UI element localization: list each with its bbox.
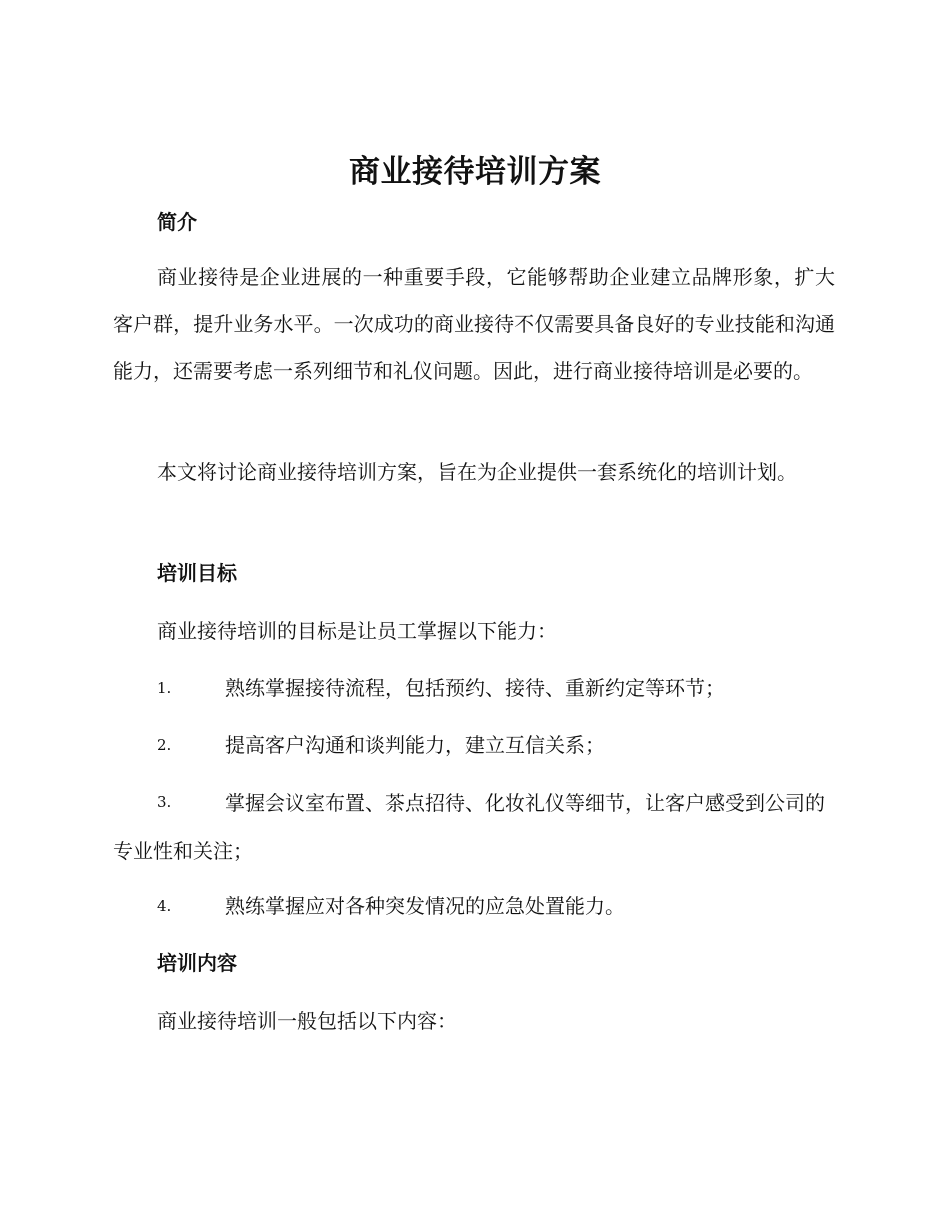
section-heading-intro: 简介 (157, 210, 197, 234)
goals-lead-text: 商业接待培训的目标是让员工掌握以下能力： (157, 619, 557, 643)
list-item (113, 660, 835, 717)
list-item-text: 掌握会议室布置、茶点招待、化妆礼仪等细节，让客户感受到公司的专业性和关注； (113, 791, 825, 863)
list-item (113, 878, 835, 935)
list-item (113, 717, 835, 774)
list-item-text: 熟练掌握接待流程，包括预约、接待、重新约定等环节； (225, 676, 725, 700)
list-item-number: 4. (157, 897, 172, 915)
list-item-text: 熟练掌握应对各种突发情况的应急处置能力。 (225, 894, 625, 918)
document-title: 商业接待培训方案 (349, 154, 601, 190)
section-heading-goals: 培训目标 (157, 561, 237, 585)
section-heading-content: 培训内容 (157, 951, 237, 975)
list-item-number: 2. (157, 736, 172, 754)
intro-paragraph-1: 商业接待是企业进展的一种重要手段，它能够帮助企业建立品牌形象，扩大客户群，提升业务水平。一次成功的商业接待不仅需要具备良好的专业技能和沟通能力，还需要考虑一系列细节和礼仪问题。因此，进行商业接待培训是必要的。 (113, 265, 835, 383)
list-item (113, 774, 835, 875)
list-item-text: 提高客户沟通和谈判能力，建立互信关系； (225, 733, 605, 757)
content-lead-text: 商业接待培训一般包括以下内容： (157, 1009, 457, 1033)
list-item-number: 1. (157, 679, 172, 697)
intro-paragraph-2: 本文将讨论商业接待培训方案，旨在为企业提供一套系统化的培训计划。 (157, 460, 797, 484)
list-item-number: 3. (157, 793, 172, 811)
